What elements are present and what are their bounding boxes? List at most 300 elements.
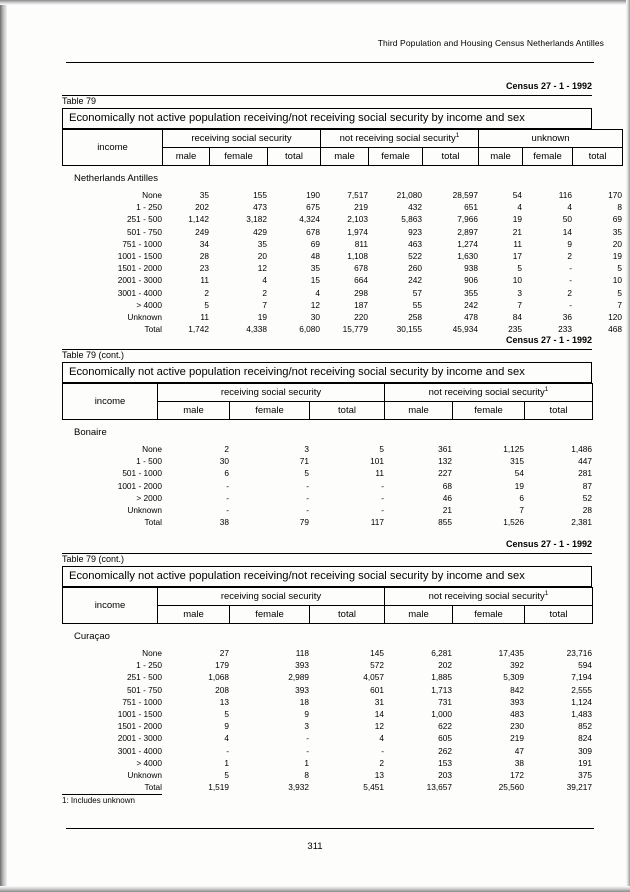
cell-value: 50: [562, 214, 572, 225]
cell-value: 46: [442, 492, 452, 503]
row-label: Unknown: [127, 311, 162, 322]
subheader-female-1: female: [210, 148, 268, 166]
footnote: [62, 794, 592, 805]
cell-value: 522: [408, 251, 422, 262]
table-row: [62, 201, 622, 213]
cell-value: 14: [562, 226, 572, 237]
cell-value: 47: [514, 745, 524, 756]
cell-value: 1,000: [431, 709, 452, 720]
total-value: 1,526: [503, 517, 524, 528]
table-label-1: Table 79: [62, 96, 97, 106]
cell-value: 153: [438, 757, 452, 768]
cell-value: 17,435: [498, 648, 524, 659]
total-value: 117: [370, 517, 384, 528]
cell-value: 2: [204, 287, 209, 298]
cell-value: 7,966: [457, 214, 478, 225]
cell-value: 1: [224, 757, 229, 768]
cell-value: -: [569, 263, 572, 274]
cell-value: 447: [578, 456, 592, 467]
cell-value: 393: [295, 660, 309, 671]
cell-value: 678: [306, 226, 320, 237]
subheader-total-1: total: [310, 402, 385, 420]
cell-value: 172: [510, 769, 524, 780]
table-row: [62, 671, 592, 683]
total-value: 1,742: [188, 324, 209, 335]
cell-value: 4,057: [363, 672, 384, 683]
cell-value: 4: [315, 287, 320, 298]
cell-value: 20: [257, 251, 267, 262]
row-label: 1001 - 2000: [117, 480, 162, 491]
cell-value: 7: [519, 505, 524, 516]
row-label: > 4000: [136, 299, 162, 310]
cell-value: 4: [262, 275, 267, 286]
cell-value: 34: [199, 238, 209, 249]
cell-value: 202: [195, 202, 209, 213]
cell-value: 601: [370, 684, 384, 695]
cell-value: 605: [438, 733, 452, 744]
cell-value: 842: [510, 684, 524, 695]
table-row: [62, 250, 622, 262]
page-edge-top: [0, 0, 630, 5]
table-row: [62, 287, 622, 299]
data-table-1: [62, 189, 622, 335]
row-label: None: [142, 444, 162, 455]
cell-value: 298: [354, 287, 368, 298]
cell-value: 14: [374, 709, 384, 720]
cell-value: 2,555: [571, 684, 592, 695]
cell-value: 483: [510, 709, 524, 720]
cell-value: 1: [304, 757, 309, 768]
cell-value: 15: [310, 275, 320, 286]
table-block-2: [62, 336, 592, 528]
data-table-3: [62, 647, 592, 793]
cell-value: 2: [262, 287, 267, 298]
subheader-total-1: total: [310, 606, 385, 624]
cell-value: 1,142: [188, 214, 209, 225]
table-row: [62, 769, 592, 781]
table-row: [62, 720, 592, 732]
subheader-male-2: male: [385, 402, 453, 420]
table-row: [62, 311, 622, 323]
cell-value: 21: [442, 505, 452, 516]
cell-value: 4: [517, 202, 522, 213]
table-row: [62, 467, 592, 479]
subheader-male-2: male: [385, 606, 453, 624]
table-label-3: Table 79 (cont.): [62, 554, 125, 564]
cell-value: 1,068: [208, 672, 229, 683]
total-value: 25,560: [498, 782, 524, 793]
cell-value: 478: [464, 311, 478, 322]
cell-value: 938: [464, 263, 478, 274]
cell-value: 12: [257, 263, 267, 274]
table-header-2: [62, 383, 593, 420]
cell-value: 463: [408, 238, 422, 249]
cell-value: 23,716: [566, 648, 592, 659]
cell-value: 35: [612, 226, 622, 237]
cell-value: 84: [512, 311, 522, 322]
group-header-receiving-1: receiving social security: [163, 130, 321, 148]
table-row: [62, 708, 592, 720]
cell-value: 69: [310, 238, 320, 249]
total-value: 38: [219, 517, 229, 528]
cell-value: 4,324: [299, 214, 320, 225]
cell-value: 10: [612, 275, 622, 286]
cell-value: 6: [224, 468, 229, 479]
cell-value: 23: [199, 263, 209, 274]
cell-value: 19: [514, 480, 524, 491]
total-label: Total: [144, 324, 162, 335]
cell-value: 315: [510, 456, 524, 467]
row-label: 2001 - 3000: [117, 733, 162, 744]
table-row: [62, 659, 592, 671]
row-label: Unknown: [127, 769, 162, 780]
table-row: [62, 696, 592, 708]
cell-value: 3: [304, 721, 309, 732]
cell-value: 17: [512, 251, 522, 262]
cell-value: 1,274: [457, 238, 478, 249]
region-label-3: Curaçao: [74, 631, 110, 642]
table-row: [62, 492, 592, 504]
census-date-1: Census 27 - 1 - 1992: [505, 81, 592, 91]
group-header-not-receiving-2: not receiving social security$^1$: [385, 384, 593, 402]
total-value: 15,779: [342, 324, 368, 335]
cell-value: 393: [510, 696, 524, 707]
income-header-1: income: [63, 130, 163, 166]
cell-value: -: [226, 505, 229, 516]
cell-value: 20: [612, 238, 622, 249]
cell-value: 4: [224, 733, 229, 744]
cell-value: 219: [354, 202, 368, 213]
cell-value: 12: [374, 721, 384, 732]
cell-value: 375: [578, 769, 592, 780]
cell-value: 38: [514, 757, 524, 768]
table-total-row: [62, 323, 622, 335]
total-value: 4,338: [246, 324, 267, 335]
cell-value: 5: [517, 263, 522, 274]
cell-value: 242: [408, 275, 422, 286]
cell-value: 68: [442, 480, 452, 491]
cell-value: 651: [464, 202, 478, 213]
cell-value: 3: [304, 444, 309, 455]
subheader-total-2: total: [525, 402, 593, 420]
cell-value: -: [306, 733, 309, 744]
running-header: Third Population and Housing Census Netherlands Antilles: [377, 38, 604, 48]
cell-value: 35: [310, 263, 320, 274]
cell-value: 116: [558, 190, 572, 201]
table-title-2: Economically not active population receiving/not receiving social security by income and sex: [62, 362, 592, 383]
cell-value: 281: [578, 468, 592, 479]
cell-value: 52: [582, 492, 592, 503]
table-row: [62, 226, 622, 238]
cell-value: 9: [304, 709, 309, 720]
subheader-total-2: total: [525, 606, 593, 624]
cell-value: 242: [464, 299, 478, 310]
cell-value: 1,483: [571, 709, 592, 720]
total-value: 3,932: [288, 782, 309, 793]
total-value: 30,155: [396, 324, 422, 335]
cell-value: 10: [512, 275, 522, 286]
cell-value: 202: [438, 660, 452, 671]
cell-value: 2,103: [347, 214, 368, 225]
group-header-unknown-1: unknown: [479, 130, 623, 148]
subheader-total-2: total: [423, 148, 479, 166]
row-label: > 4000: [136, 757, 162, 768]
cell-value: 191: [578, 757, 592, 768]
income-header-3: income: [63, 588, 158, 624]
cell-value: 230: [510, 721, 524, 732]
cell-value: 54: [514, 468, 524, 479]
footer-rule: [66, 828, 594, 829]
cell-value: 678: [354, 263, 368, 274]
cell-value: 9: [567, 238, 572, 249]
cell-value: 5,863: [401, 214, 422, 225]
cell-value: 1,885: [431, 672, 452, 683]
total-value: 13,657: [426, 782, 452, 793]
row-label: 1501 - 2000: [117, 263, 162, 274]
page-edge-right: [626, 0, 630, 892]
cell-value: 1,974: [347, 226, 368, 237]
subheader-male-1: male: [158, 606, 230, 624]
cell-value: 249: [195, 226, 209, 237]
row-label: 1 - 500: [136, 456, 162, 467]
cell-value: 21: [512, 226, 522, 237]
cell-value: 13: [374, 769, 384, 780]
subheader-female-1: female: [230, 606, 310, 624]
cell-value: 227: [438, 468, 452, 479]
cell-value: 473: [253, 202, 267, 213]
cell-value: 260: [408, 263, 422, 274]
row-label: 251 - 500: [126, 672, 162, 683]
row-label: 751 - 1000: [122, 696, 162, 707]
table-row: [62, 480, 592, 492]
cell-value: 36: [562, 311, 572, 322]
cell-value: 1,630: [457, 251, 478, 262]
region-label-1: Netherlands Antilles: [74, 173, 158, 184]
cell-value: 87: [582, 480, 592, 491]
cell-value: 19: [612, 251, 622, 262]
subheader-total-3: total: [573, 148, 623, 166]
cell-value: 120: [608, 311, 622, 322]
subheader-male-1: male: [163, 148, 210, 166]
cell-value: 179: [215, 660, 229, 671]
cell-value: -: [226, 745, 229, 756]
table-block-3: [62, 540, 592, 805]
table-row: [62, 647, 592, 659]
cell-value: 3: [517, 287, 522, 298]
cell-value: 190: [306, 190, 320, 201]
cell-value: 6: [519, 492, 524, 503]
cell-value: 11: [513, 238, 522, 249]
subheader-female-2: female: [453, 606, 525, 624]
table-total-row: [62, 516, 592, 528]
cell-value: 28: [582, 505, 592, 516]
cell-value: -: [569, 275, 572, 286]
cell-value: 852: [578, 721, 592, 732]
total-value: 1,519: [208, 782, 229, 793]
cell-value: 675: [306, 202, 320, 213]
table-label-2: Table 79 (cont.): [62, 350, 125, 360]
cell-value: 7,517: [347, 190, 368, 201]
footnote-text: 1: Includes unknown: [62, 796, 135, 806]
cell-value: 28: [199, 251, 209, 262]
cell-value: 5: [379, 444, 384, 455]
cell-value: 1,125: [503, 444, 524, 455]
page-edge-left: [0, 0, 7, 892]
census-date-3: Census 27 - 1 - 1992: [505, 539, 592, 549]
cell-value: 432: [408, 202, 422, 213]
row-label: 751 - 1000: [122, 238, 162, 249]
cell-value: 8: [304, 769, 309, 780]
cell-value: 3,182: [246, 214, 267, 225]
row-label: 501 - 1000: [122, 468, 162, 479]
page-number: 311: [307, 841, 323, 852]
total-value: 79: [299, 517, 309, 528]
cell-value: 155: [253, 190, 267, 201]
row-label: 501 - 750: [126, 226, 162, 237]
cell-value: 7: [617, 299, 622, 310]
cell-value: 5,309: [503, 672, 524, 683]
page-edge-bottom: [0, 886, 630, 892]
cell-value: 811: [354, 238, 368, 249]
total-value: 468: [608, 324, 622, 335]
row-label: 1001 - 1500: [117, 251, 162, 262]
cell-value: 4: [379, 733, 384, 744]
cell-value: 48: [310, 251, 320, 262]
cell-value: 923: [408, 226, 422, 237]
cell-value: 11: [200, 311, 209, 322]
total-value: 45,934: [452, 324, 478, 335]
cell-value: 429: [253, 226, 267, 237]
cell-value: 203: [438, 769, 452, 780]
cell-value: 145: [370, 648, 384, 659]
table-row: [62, 189, 622, 201]
cell-value: -: [381, 492, 384, 503]
table-row: [62, 238, 622, 250]
cell-value: 2: [567, 251, 572, 262]
cell-value: 35: [257, 238, 267, 249]
footnote-rule: [62, 794, 162, 795]
cell-value: 393: [295, 684, 309, 695]
row-label: Unknown: [127, 505, 162, 516]
cell-value: 1,713: [431, 684, 452, 695]
row-label: 1 - 250: [136, 202, 162, 213]
cell-value: 824: [578, 733, 592, 744]
cell-value: 2: [224, 444, 229, 455]
row-label: 1 - 250: [136, 660, 162, 671]
cell-value: 21,080: [396, 190, 422, 201]
cell-value: 2,989: [288, 672, 309, 683]
table-row: [62, 274, 622, 286]
header-rule: [66, 62, 594, 63]
row-label: 1001 - 1500: [117, 709, 162, 720]
row-label: None: [142, 190, 162, 201]
cell-value: 11: [375, 468, 384, 479]
cell-value: 57: [412, 287, 422, 298]
cell-value: 309: [578, 745, 592, 756]
cell-value: 594: [578, 660, 592, 671]
subheader-male-1: male: [158, 402, 230, 420]
cell-value: 392: [510, 660, 524, 671]
cell-value: 220: [354, 311, 368, 322]
total-value: 2,381: [571, 517, 592, 528]
row-label: 2001 - 3000: [117, 275, 162, 286]
cell-value: 118: [295, 648, 309, 659]
cell-value: -: [226, 480, 229, 491]
total-label: Total: [144, 517, 162, 528]
subheader-total-1: total: [268, 148, 321, 166]
cell-value: 28,597: [452, 190, 478, 201]
cell-value: 5: [204, 299, 209, 310]
total-value: 5,451: [363, 782, 384, 793]
subheader-female-1: female: [230, 402, 310, 420]
cell-value: 664: [354, 275, 368, 286]
group-header-not-receiving-3: not receiving social security$^1$: [385, 588, 593, 606]
total-value: 39,217: [566, 782, 592, 793]
cell-value: 361: [438, 444, 452, 455]
cell-value: -: [306, 480, 309, 491]
table-row: [62, 504, 592, 516]
cell-value: 4: [567, 202, 572, 213]
row-label: 501 - 750: [126, 684, 162, 695]
cell-value: 2,897: [457, 226, 478, 237]
cell-value: 19: [257, 311, 267, 322]
table-block-1: [62, 81, 622, 335]
cell-value: -: [306, 745, 309, 756]
cell-value: 69: [612, 214, 622, 225]
cell-value: 101: [370, 456, 384, 467]
table-title-1: Economically not active population receiving/not receiving social security by income and sex: [62, 108, 592, 129]
row-label: 251 - 500: [126, 214, 162, 225]
total-value: 233: [558, 324, 572, 335]
table-row: [62, 262, 622, 274]
cell-value: 219: [510, 733, 524, 744]
table-row: [62, 299, 622, 311]
cell-value: 5: [224, 709, 229, 720]
row-label: > 2000: [136, 492, 162, 503]
cell-value: 7: [262, 299, 267, 310]
group-header-receiving-3: receiving social security: [158, 588, 385, 606]
income-header-2: income: [63, 384, 158, 420]
table-row: [62, 732, 592, 744]
cell-value: 30: [310, 311, 320, 322]
cell-value: 132: [438, 456, 452, 467]
cell-value: 906: [464, 275, 478, 286]
table-header-1: [62, 129, 623, 166]
cell-value: -: [306, 492, 309, 503]
cell-value: 19: [512, 214, 522, 225]
table-row: [62, 757, 592, 769]
cell-value: 355: [464, 287, 478, 298]
cell-value: 170: [608, 190, 622, 201]
cell-value: 30: [219, 456, 229, 467]
cell-value: 208: [215, 684, 229, 695]
subheader-female-2: female: [453, 402, 525, 420]
cell-value: 2: [379, 757, 384, 768]
table-row: [62, 455, 592, 467]
region-label-2: Bonaire: [74, 427, 107, 438]
cell-value: 7,194: [571, 672, 592, 683]
cell-value: 27: [219, 648, 229, 659]
cell-value: 187: [354, 299, 368, 310]
cell-value: 31: [374, 696, 384, 707]
cell-value: 12: [310, 299, 320, 310]
subheader-female-3: female: [523, 148, 573, 166]
row-label: None: [142, 648, 162, 659]
cell-value: 622: [438, 721, 452, 732]
cell-value: 2: [567, 287, 572, 298]
cell-value: 572: [370, 660, 384, 671]
cell-value: 71: [299, 456, 309, 467]
